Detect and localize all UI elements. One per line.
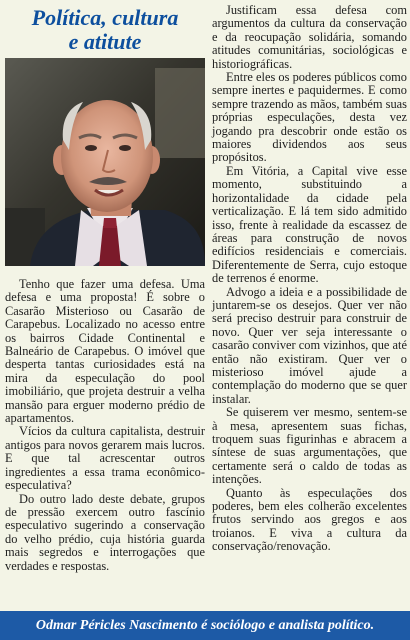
paragraph: Se quiserem ver mesmo, sentem-se à mesa, apresentem suas fichas, troquem suas figurinhas e abracem a síntese de suas argumentações, que certamente será o caldo de todas as intenções. xyxy=(212,405,407,487)
right-body-text xyxy=(212,4,407,554)
paragraph: Quanto às especulações dos poderes, bem eles colherão excelentes frutos servindo aos gregos e aos troianos. E viva a cultura da conservação/renovação. xyxy=(212,485,407,554)
paragraph: Vícios da cultura capitalista, destruir antigos para novos gerarem mais lucros. E que tal acrescentar outros ingredientes a essa trama econômico-especulativa? xyxy=(5,424,205,493)
left-body-text xyxy=(5,278,205,573)
paragraph: Tenho que fazer uma defesa. Uma defesa e uma proposta! É sobre o Casarão Misterioso ou Casarão de Carapebus. Localizado no acesso entre os bairros Cidade Continental e Balneário de Carapebus. O imóvel que desperta tantas curiosidades está na mira da especulação do pool imobiliário, que projeta destruir a velha mansão para erguer moderno prédio de apartamentos. xyxy=(5,277,205,426)
author-credit-band: Odmar Péricles Nascimento é sociólogo e analista político. xyxy=(0,611,410,640)
author-portrait-photo xyxy=(5,58,205,266)
portrait-illustration xyxy=(5,58,205,266)
paragraph: Justificam essa defesa com argumentos da cultura da conservação e da reocupação solidária, somando atitudes comunitárias, sociológicas e historiográficas. xyxy=(212,3,407,71)
paragraph: Advogo a ideia e a possibilidade de juntarem-se os desejos. Quer ver não será preciso destruir para construir de novo. Quer ver seja interessante o casarão conviver com vizinhos, que até então não existiram. Quer ver o misterioso imóvel ajude a contemplação do moderno que se quer instalar. xyxy=(212,284,407,406)
article-title xyxy=(5,6,205,54)
title-line-2: e atitute xyxy=(68,29,142,54)
title-line-1: Política, cultura xyxy=(31,5,179,30)
paragraph: Do outro lado deste debate, grupos de pressão exercem outro fascínio especulativo sugerindo a conservação do velho prédio, cuja história guarda mais segredos e interrogações que verdades e respostas. xyxy=(5,491,205,573)
paragraph: Entre eles os poderes públicos como sempre inertes e paquidermes. E como sempre trazendo as mãos, também suas próprias especulações, desta vez jogando pra descobrir onde estão os maiores dividendos aos seus propósitos. xyxy=(212,70,407,165)
left-column xyxy=(5,0,205,610)
right-column xyxy=(212,0,407,610)
paragraph: Em Vitória, a Capital vive esse momento, substituindo a horizontalidade da cidade pela verticalização. E lá tem sido admitido isso, frente à realidade da escassez de áreas para construção de novos edifícios residenciais e comerciais. Diferentemente de Serra, cujo estoque de terrenos é enorme. xyxy=(212,163,407,286)
